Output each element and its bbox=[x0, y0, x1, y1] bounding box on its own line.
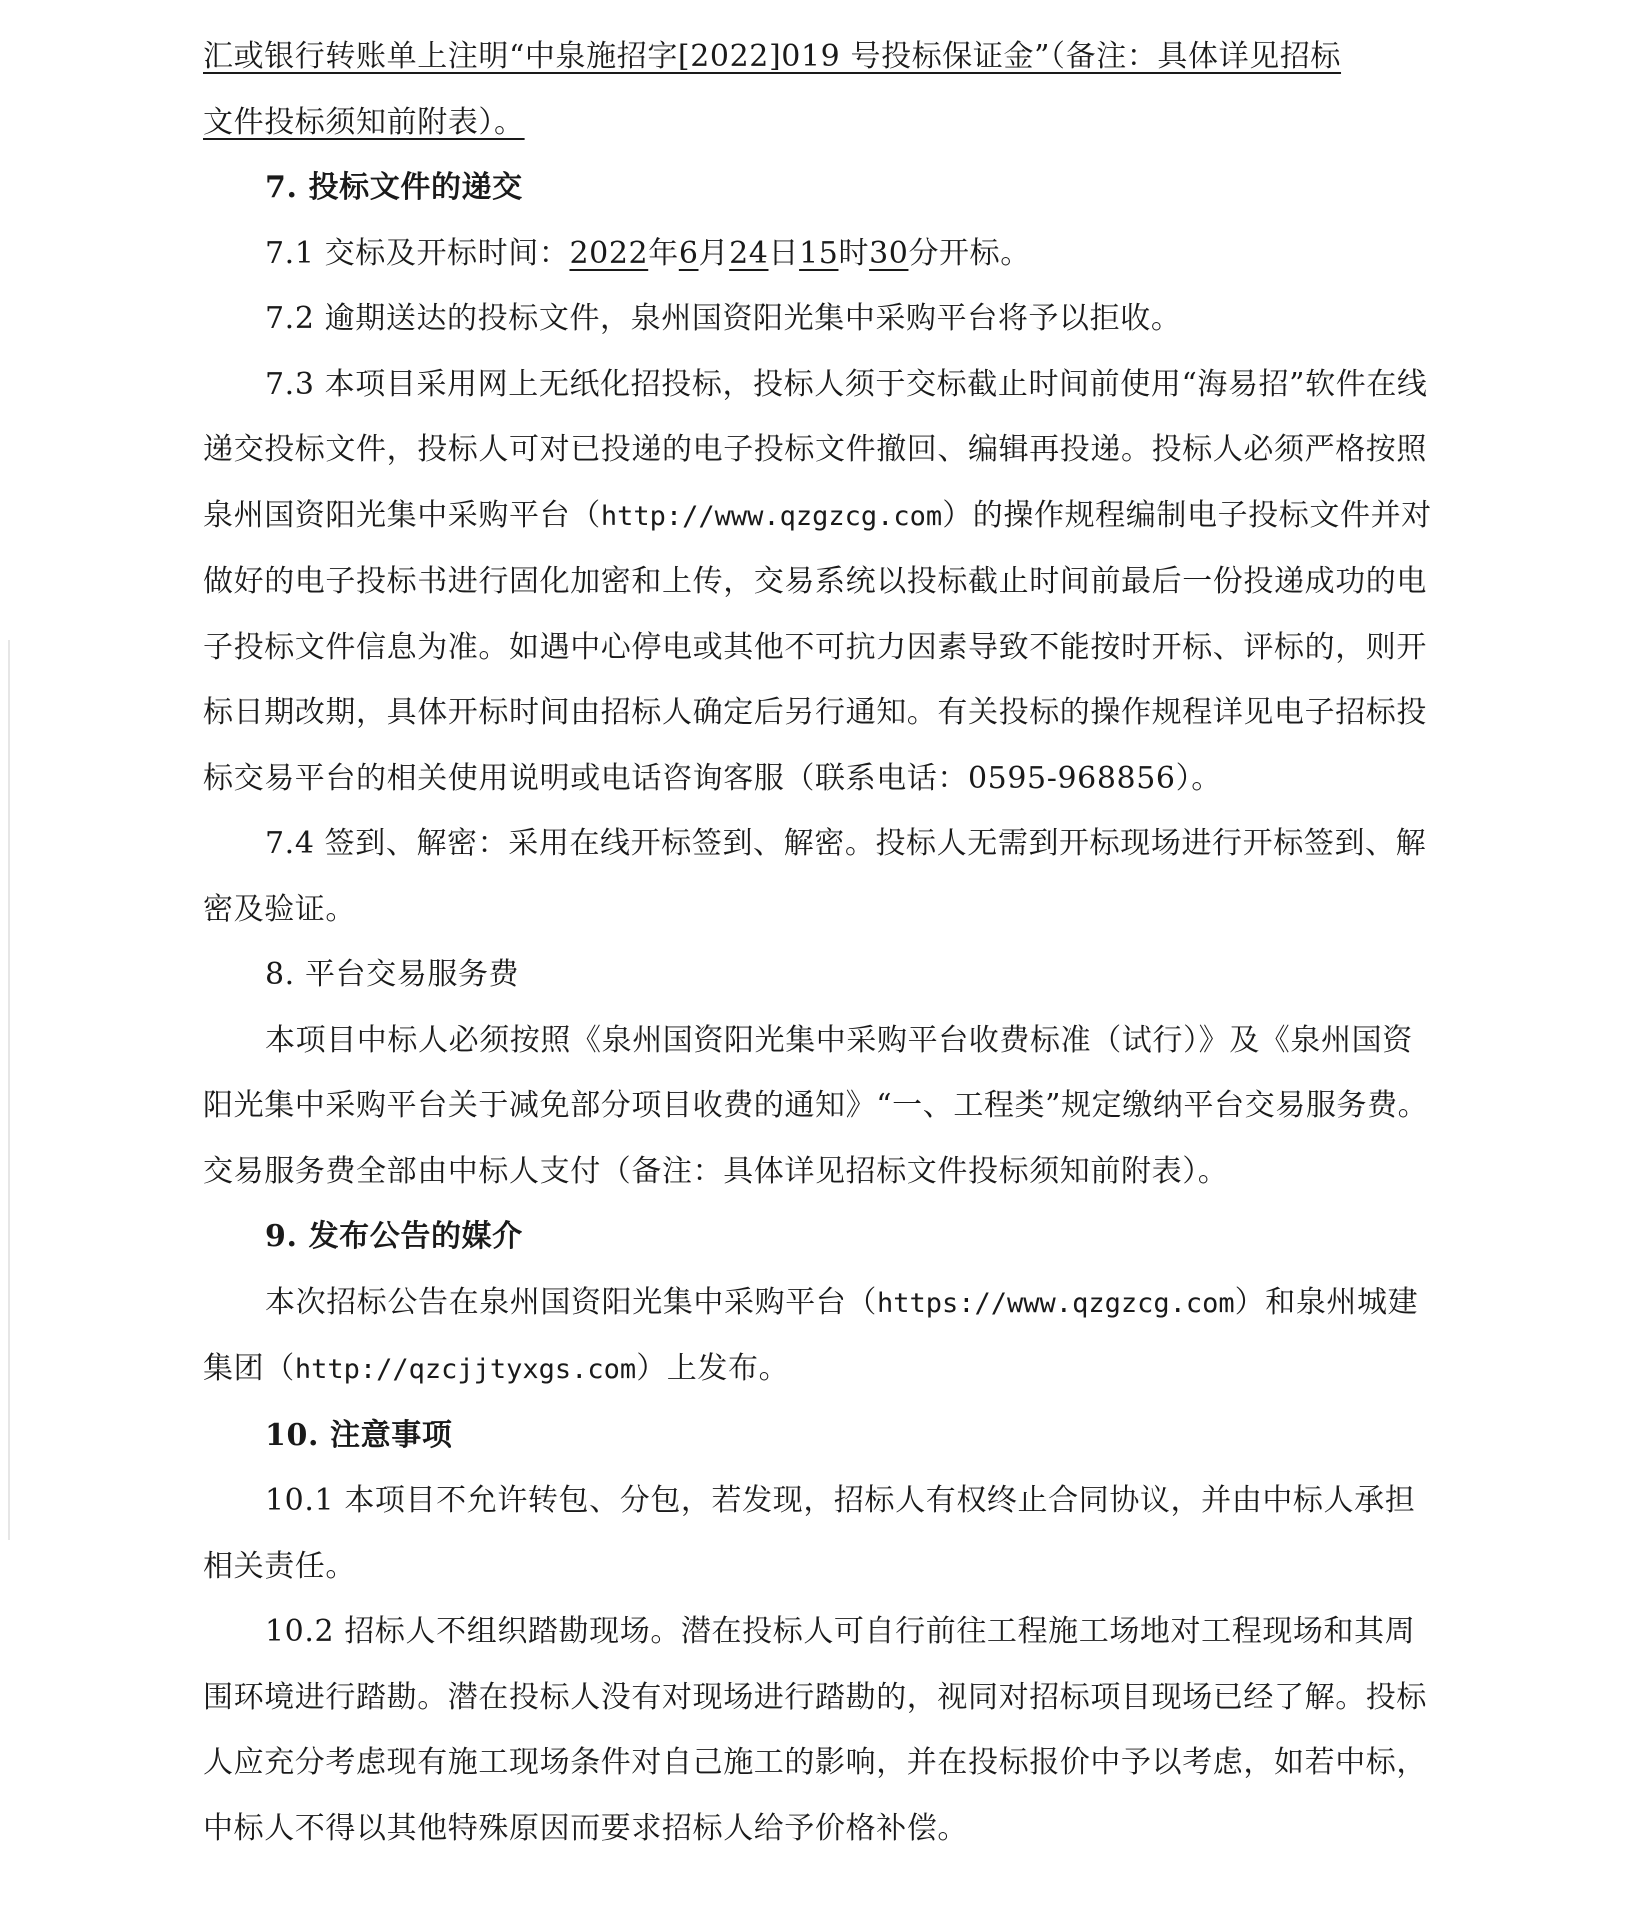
section-9-title: 9. 发布公告的媒介 bbox=[265, 1219, 523, 1254]
s7-1-month: 6 bbox=[678, 235, 699, 271]
intro-line-2: 文件投标须知前附表）。 bbox=[203, 104, 525, 140]
section-7-2: 7.2 逾期送达的投标文件，泉州国资阳光集中采购平台将予以拒收。 bbox=[265, 301, 1182, 336]
s7-3-text-b: ）的操作规程编制电子投标文件并对做好的电子投标书进行固化加密和上传，交易系统以投标截止时间前最后一份投递成功的电子投标文件信息为准。如遇中心停电或其他不可抗力因素导致不能按时开标、评标的，则开标日期改期，具体开标时间由招标人确定后另行通知。有关投标的操作规程详见电子招标投标交易平台的相关使用说明或电话咨询客服（联系电话：0595-968856）。 bbox=[203, 497, 1432, 796]
section-10-title: 10. 注意事项 bbox=[265, 1417, 453, 1453]
s9-text-a: 本次招标公告在泉州国资阳光集中采购平台（ bbox=[265, 1284, 877, 1320]
section-8-title: 8. 平台交易服务费 bbox=[265, 957, 520, 992]
s7-3-text-a: 7.3 本项目采用网上无纸化招投标，投标人须于交标截止时间前使用“海易招”软件在线递交投标文件，投标人可对已投递的电子投标文件撤回、编辑再投递。投标人必须严格按照泉州国资阳光集中采购平台（ bbox=[203, 366, 1428, 533]
section-7-title: 7. 投标文件的递交 bbox=[265, 170, 523, 205]
s7-1-suffix: 分开标。 bbox=[908, 235, 1031, 271]
s7-1-hour: 15 bbox=[799, 235, 839, 271]
section-10-1: 10.1 本项目不允许转包、分包，若发现，招标人有权终止合同协议，并由中标人承担相关责任。 bbox=[203, 1483, 1416, 1584]
s7-1-year: 2022 bbox=[569, 235, 649, 271]
section-9-paragraph bbox=[203, 1270, 1443, 1403]
intro-paragraph bbox=[203, 24, 1443, 155]
s7-1-ri: 日 bbox=[768, 235, 800, 271]
s7-1-yue: 月 bbox=[698, 235, 730, 271]
section-7-4: 7.4 签到、解密：采用在线开标签到、解密。投标人无需到开标现场进行开标签到、解密及验证。 bbox=[203, 826, 1427, 927]
s7-1-minute: 30 bbox=[869, 235, 909, 271]
s7-3-url: http://www.qzgzcg.com bbox=[600, 500, 943, 532]
s9-text-b: ）和泉州城建集团（ bbox=[203, 1284, 1419, 1386]
document-body bbox=[203, 24, 1443, 1861]
s7-1-nian: 年 bbox=[648, 235, 679, 271]
section-7-1 bbox=[203, 221, 1443, 287]
s7-1-shi: 时 bbox=[838, 235, 870, 271]
s9-text-c: ）上发布。 bbox=[636, 1351, 790, 1386]
s7-1-prefix: 7.1 交标及开标时间： bbox=[265, 235, 570, 271]
s9-url-1: https://www.qzgzcg.com bbox=[877, 1287, 1235, 1319]
section-10-2: 10.2 招标人不组织踏勘现场。潜在投标人可自行前往工程施工场地对工程现场和其周围环境进行踏勘。潜在投标人没有对现场进行踏勘的，视同对招标项目现场已经了解。投标人应充分考虑现有施工现场条件对自己施工的影响，并在投标报价中予以考虑，如若中标，中标人不得以其他特殊原因而要求招标人给予价格补偿。 bbox=[203, 1614, 1427, 1846]
s7-1-day: 24 bbox=[729, 235, 769, 271]
intro-line-1: 汇或银行转账单上注明“中泉施招字[2022]019 号投标保证金”（备注：具体详见招标 bbox=[203, 39, 1342, 74]
section-8-paragraph: 本项目中标人必须按照《泉州国资阳光集中采购平台收费标准（试行）》及《泉州国资阳光集中采购平台关于减免部分项目收费的通知》“一、工程类”规定缴纳平台交易服务费。交易服务费全部由中标人支付（备注：具体详见招标文件投标须知前附表）。 bbox=[203, 1022, 1429, 1189]
s9-url-2: http://qzcjjtyxgs.com bbox=[294, 1354, 637, 1385]
section-7-3 bbox=[203, 352, 1443, 812]
scan-edge-mark bbox=[8, 640, 10, 1540]
